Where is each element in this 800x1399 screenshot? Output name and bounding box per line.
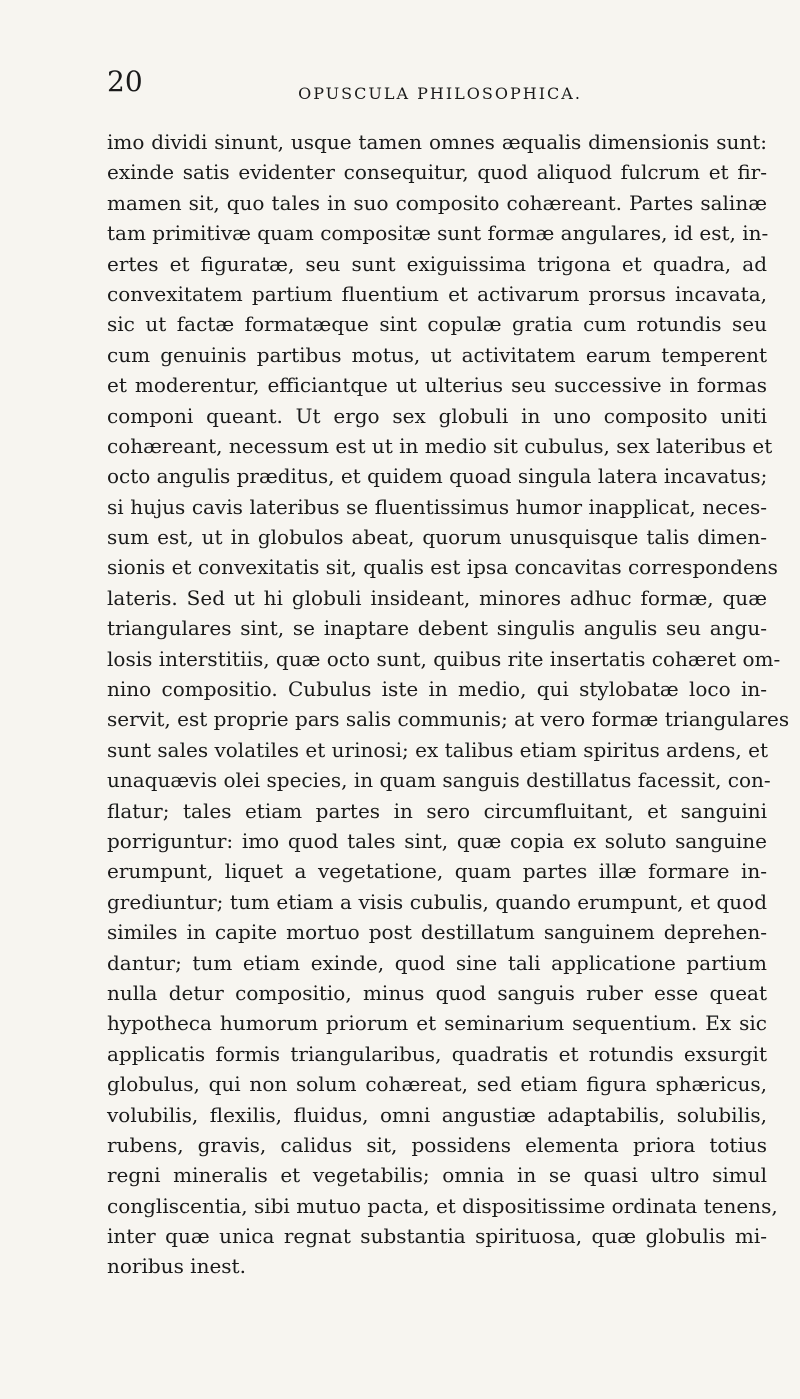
text-line: nulla detur compositio, minus quod sanguis ruber esse queat xyxy=(107,980,767,1005)
text-line: lateris. Sed ut hi globuli insideant, minores adhuc formæ, quæ xyxy=(107,585,767,610)
text-line: mamen sit, quo tales in suo composito cohæreant. Partes salinæ xyxy=(107,190,767,215)
text-line: triangulares sint, se inaptare debent singulis angulis seu angu- xyxy=(107,616,767,641)
text-line: cohæreant, necessum est ut in medio sit cubulus, sex lateribus et xyxy=(107,433,773,458)
text-line: volubilis, flexilis, fluidus, omni angustiæ adaptabilis, solubilis, xyxy=(107,1102,767,1127)
text-line: globulus, qui non solum cohæreat, sed etiam figura sphæricus, xyxy=(107,1072,767,1097)
text-line: rubens, gravis, calidus sit, possidens elementa priora totius xyxy=(107,1132,767,1157)
text-line: sum est, ut in globulos abeat, quorum unusquisque talis dimen- xyxy=(107,525,767,550)
text-line: inter quæ unica regnat substantia spirituosa, quæ globulis mi- xyxy=(107,1224,767,1249)
text-line: applicatis formis triangularibus, quadratis et rotundis exsurgit xyxy=(107,1041,767,1066)
text-line: congliscentia, sibi mutuo pacta, et dispositissime ordinata tenens, xyxy=(107,1193,778,1218)
text-line: et moderentur, efficiantque ut ulterius seu successive in formas xyxy=(107,373,767,398)
text-line: octo angulis præditus, et quidem quoad singula latera incavatus; xyxy=(107,464,768,489)
text-line: servit, est proprie pars salis communis; at vero formæ triangulares xyxy=(107,707,790,732)
text-line: componi queant. Ut ergo sex globuli in uno composito uniti xyxy=(107,403,767,428)
text-line: si hujus cavis lateribus se fluentissimus humor inapplicat, neces- xyxy=(107,494,767,519)
running-head: OPUSCULA PHILOSOPHICA. xyxy=(298,84,582,103)
text-line: sionis et convexitatis sit, qualis est ipsa concavitas correspondens xyxy=(107,555,778,580)
page-number: 20 xyxy=(107,65,143,98)
text-line: cum genuinis partibus motus, ut activitatem earum temperent xyxy=(107,342,767,367)
text-line: sic ut factæ formatæque sint copulæ gratia cum rotundis seu xyxy=(107,312,767,337)
text-line: similes in capite mortuo post destillatum sanguinem deprehen- xyxy=(107,920,767,945)
text-line: losis interstitiis, quæ octo sunt, quibus rite insertatis cohæret om- xyxy=(107,646,781,671)
text-line: flatur; tales etiam partes in sero circumfluitant, et sanguini xyxy=(107,798,767,823)
text-line: grediuntur; tum etiam a visis cubulis, quando erumpunt, et quod xyxy=(107,889,767,914)
body-text xyxy=(107,127,790,1282)
text-line: imo dividi sinunt, usque tamen omnes æqualis dimensionis sunt: xyxy=(107,130,767,154)
text-line: hypotheca humorum priorum et seminarium sequentium. Ex sic xyxy=(107,1011,767,1036)
text-line: noribus inest. xyxy=(107,1254,246,1279)
text-line: sunt sales volatiles et urinosi; ex talibus etiam spiritus ardens, et xyxy=(107,737,769,762)
text-line: porriguntur: imo quod tales sint, quæ copia ex soluto sanguine xyxy=(107,828,767,853)
text-line: convexitatem partium fluentium et activarum prorsus incavata, xyxy=(107,281,767,306)
text-line: exinde satis evidenter consequitur, quod aliquod fulcrum et fir- xyxy=(107,160,767,185)
text-line: nino compositio. Cubulus iste in medio, qui stylobatæ loco in- xyxy=(107,677,767,702)
text-line: unaquævis olei species, in quam sanguis destillatus facessit, con- xyxy=(107,768,771,793)
text-line: dantur; tum etiam exinde, quod sine tali applicatione partium xyxy=(107,950,767,975)
text-line: erumpunt, liquet a vegetatione, quam partes illæ formare in- xyxy=(107,859,767,884)
text-line: ertes et figuratæ, seu sunt exiguissima trigona et quadra, ad xyxy=(107,251,767,276)
text-line: tam primitivæ quam compositæ sunt formæ angulares, id est, in- xyxy=(107,221,769,246)
text-line: regni mineralis et vegetabilis; omnia in se quasi ultro simul xyxy=(107,1163,767,1188)
